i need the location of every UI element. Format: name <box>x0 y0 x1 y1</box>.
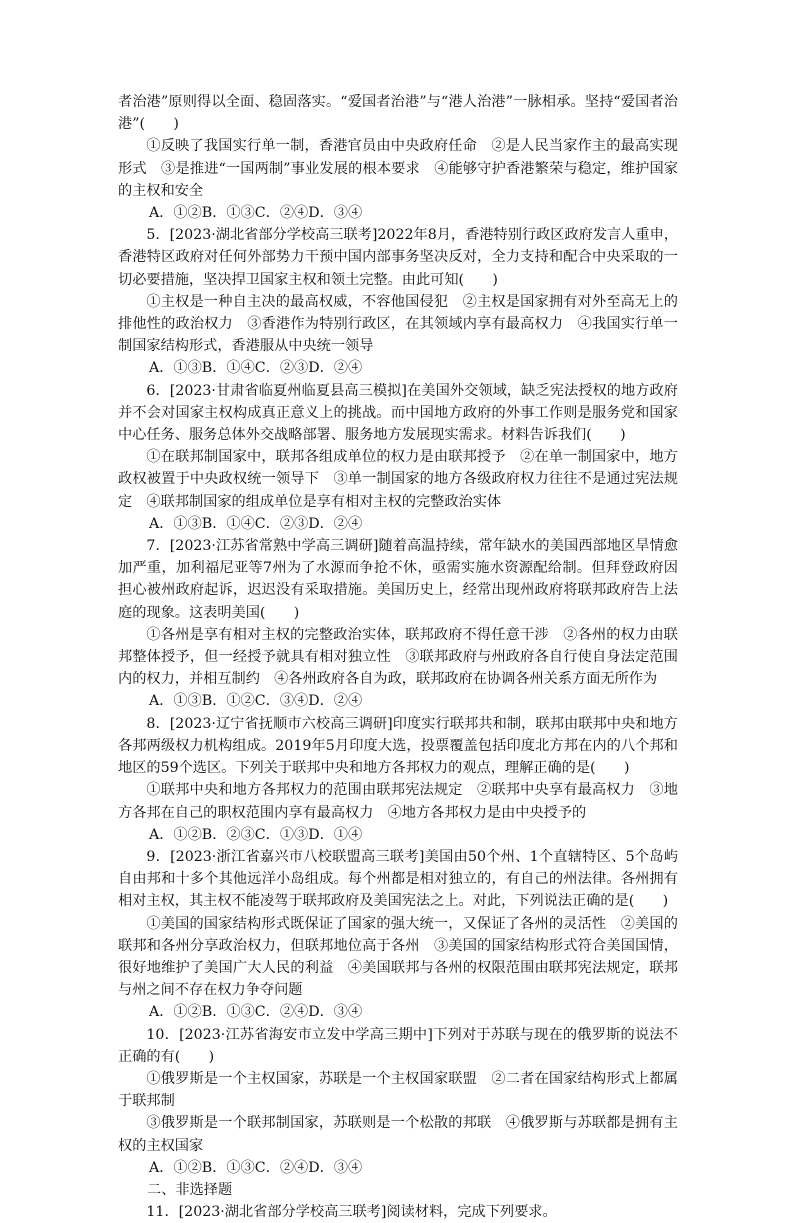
question-6-stem: 6．[2023·甘肃省临夏州临夏县高三模拟]在美国外交领域，缺乏宪法授权的地方政府并不会对国家主权构成真正意义上的挑战。而中国地方政府的外事工作则是服务党和国家中心任务、服务总体外交战略部署、服务地方发展现实需求。材料告诉我们( ) <box>118 382 678 444</box>
section-heading: 二、非选择题 <box>147 1181 233 1198</box>
question-7-stem: 7．[2023·江苏省常熟中学高三调研]随着高温持续，常年缺水的美国西部地区旱情愈加严重，加利福尼亚等7州为了水源而争抢不休，亟需实施水资源配给制。但拜登政府因担心被州政府起诉，迟迟没有采取措施。美国历史上，经常出现州政府将联邦政府告上法庭的现象。这表明美国( ) <box>118 538 678 621</box>
question-9-stem: 9．[2023·浙江省嘉兴市八校联盟高三联考]美国由50个州、1个直辖特区、5个岛屿自由邦和十多个其他远洋小岛组成。每个州都是相对独立的，有自己的州法律。各州拥有相对主权，其主权不能凌驾于联邦政府及美国宪法之上。对此，下列说法正确的是( ) <box>118 848 678 910</box>
question-8-options: A．①②B．②③C．①③D．①④ <box>149 826 363 843</box>
question-5-statements: ①主权是一种自主决的最高权威，不容他国侵犯 ②主权是国家拥有对外至高无上的排他性的政治权力 ③香港作为特别行政区，在其领域内享有最高权力 ④我国实行单一制国家结构形式，香港服从中央统一领导 <box>118 293 678 355</box>
question-4-stem-continuation: 者治港”原则得以全面、稳固落实。“爱国者治港”与“港人治港”一脉相承。坚持“爱国者治港”( ) <box>118 94 678 133</box>
question-5-stem: 5．[2023·湖北省部分学校高三联考]2022年8月，香港特别行政区政府发言人重申，香港特区政府对任何外部势力干预中国内部事务坚决反对，全力支持和配合中央采取的一切必要措施，坚决捍卫国家主权和领土完整。由此可知( ) <box>118 227 678 288</box>
page-content <box>118 91 678 1223</box>
question-10-stem: 10．[2023·江苏省海安市立发中学高三期中]下列对于苏联与现在的俄罗斯的说法不正确的有( ) <box>118 1026 678 1065</box>
question-11-stem: 11．[2023·湖北省部分学校高三联考]阅读材料，完成下列要求。 <box>146 1204 557 1221</box>
question-10-statements: ①俄罗斯是一个主权国家，苏联是一个主权国家联盟 ②二者在国家结构形式上都属于联邦制 <box>118 1070 678 1110</box>
question-8-statements: ①联邦中央和地方各邦权力的范围由联邦宪法规定 ②联邦中央享有最高权力 ③地方各邦在自己的职权范围内享有最高权力 ④地方各邦权力是由中央授予的 <box>118 782 678 821</box>
question-5-options: A．①③B．①④C．②③D．②④ <box>149 360 363 377</box>
question-8-stem: 8．[2023·辽宁省抚顺市六校高三调研]印度实行联邦共和制，联邦由联邦中央和地方各邦两级权力机构组成。2019年5月印度大选，投票覆盖包括印度北方邦在内的八个邦和地区的59个选区。下列关于联邦中央和地方各邦权力的观点，理解正确的是( ) <box>118 715 678 777</box>
question-9-statements: ①美国的国家结构形式既保证了国家的强大统一，又保证了各州的灵活性 ②美国的联邦和各州分享政治权力，但联邦地位高于各州 ③美国的国家结构形式符合美国国情，很好地维护了美国广大人民的利益 ④美国联邦与各州的权限范围由联邦宪法规定，联邦与州之间不存在权力争夺问题 <box>118 915 678 999</box>
question-7-options: A．①③B．①②C．③④D．②④ <box>149 693 363 710</box>
question-6-statements: ①在联邦制国家中，联邦各组成单位的权力是由联邦授予 ②在单一制国家中，地方政权被置于中央政权统一领导下 ③单一制国家的地方各级政府权力往往不是通过宪法规定 ④联邦制国家的组成单位是享有相对主权的完整政治实体 <box>118 449 678 510</box>
question-4-statements: ①反映了我国实行单一制，香港官员由中央政府任命 ②是人民当家作主的最高实现形式 ③是推进“一国两制”事业发展的根本要求 ④能够守护香港繁荣与稳定，维护国家的主权和安全 <box>118 138 678 199</box>
question-9-options: A．①②B．①③C．②④D．③④ <box>149 1004 363 1021</box>
question-7-statements: ①各州是享有相对主权的完整政治实体，联邦政府不得任意干涉 ②各州的权力由联邦整体授予，但一经授予就具有相对独立性 ③联邦政府与州政府各自行使自身法定范围内的权力，并相互制约 ④各州政府各自为政，联邦政府在协调各州关系方面无所作为 <box>118 626 678 688</box>
question-4-options: A．①②B．①③C．②④D．③④ <box>149 205 363 222</box>
question-10-options: A．①②B．①③C．②④D．③④ <box>149 1159 363 1176</box>
question-6-options: A．①③B．①④C．②③D．②④ <box>149 515 363 532</box>
question-10-statements-continued: ③俄罗斯是一个联邦制国家，苏联则是一个松散的邦联 ④俄罗斯与苏联都是拥有主权的主权国家 <box>118 1115 678 1154</box>
